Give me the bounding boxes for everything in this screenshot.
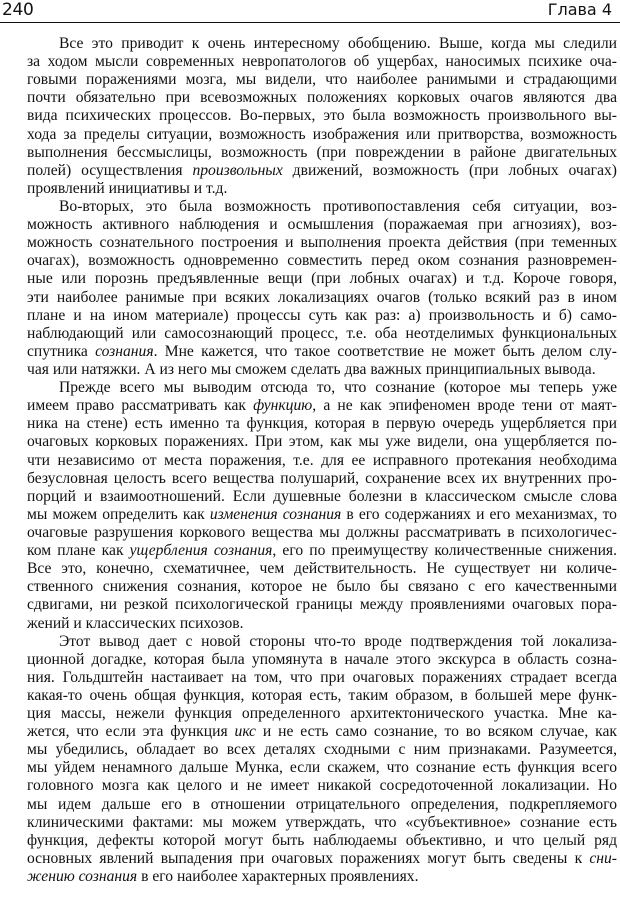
text-line: говыми поражениями мозга, мы видели, что наиболее ранимыми и страдающими	[27, 71, 617, 89]
text-line: клиническими фактами: мы можем утверждать, что «субъективное» сознание есть	[27, 813, 617, 831]
emphasis: функцию	[253, 397, 313, 415]
text-line: наблюдающий или самосознающий процесс, т.е. оба неотделимых функциональных	[27, 324, 617, 342]
emphasis: икс	[234, 723, 256, 741]
text-line: ника на стене) есть именно та функция, которая в первую очередь ущербляется при	[27, 415, 617, 433]
text-line: хода за пределы ситуации, возможность изображения или притворства, возможность	[27, 125, 617, 143]
text-line: ные или порознь предъявленные вещи (при лобных очагах) и т.д. Короче говоря,	[27, 270, 617, 288]
emphasis: изменения сознания	[209, 505, 342, 523]
text-line: спутника сознания. Мне кажется, что такое соответствие не может быть делом слу-	[27, 342, 618, 360]
text-line: головного мозга как целого и не имеет никакой сосредоточенной локализации. Но	[27, 777, 617, 795]
text-line: чти независимо от места поражения, т.е. для ее исправного протекания необходима	[27, 451, 617, 469]
text-line: эти наиболее ранимые при всяких локализациях очагов (только всякий раз в ином	[27, 288, 617, 306]
text-line: основных явлений выпадения при очаговых поражениях могут быть сведены к сни-	[27, 849, 617, 867]
running-header	[0, 0, 620, 22]
text-line: Прежде всего мы выводим отсюда то, что сознание (которое мы теперь уже	[59, 379, 617, 397]
text-line: жению сознания в его наиболее характерных проявлениях.	[27, 868, 419, 886]
text-line: ственного снижения сознания, которое не было бы связано с его качественными	[27, 578, 617, 596]
text-line: ком плане как ущербления сознания, его по преимуществу количественные снижения.	[27, 542, 617, 560]
text-line: очагах), возможность одновременно совместить перед оком сознания разновремен-	[27, 252, 617, 270]
text-line: проявлений инициативы и т.д.	[27, 179, 228, 197]
text-line: мы убедились, обладает во всех деталях сходными с ним признаками. Разумеется,	[27, 741, 617, 759]
text-line: жется, что если эта функция икс и не есть само сознание, то во всяком случае, как	[27, 723, 617, 741]
emphasis: сни-	[589, 849, 617, 867]
emphasis: ущербления сознания	[129, 542, 273, 560]
text-line: вида психических процессов. Во-первых, это была возможность произвольного вы-	[27, 107, 617, 125]
text-line: Во-вторых, это была возможность противопоставления себя ситуации, воз-	[59, 197, 617, 215]
text-line: почти обязательно при всевозможных положениях корковых очагов являются два	[27, 89, 617, 107]
text-line: жений и классических психозов.	[27, 614, 244, 632]
text-line: ния. Гольдштейн настаивает на том, что при очаговых поражениях страдает всегда	[27, 668, 617, 686]
text-line: мы можем определить как изменения сознания в его содержаниях и его механизмах, то	[27, 505, 617, 523]
body-text	[27, 35, 617, 886]
text-line: очаговых корковых поражениях. При этом, как мы уже видели, она ущербляется по-	[27, 433, 617, 451]
text-line: можность активного наблюдения и осмышления (поражаемая при агнозиях), воз-	[27, 216, 617, 234]
text-line: Этот вывод дает с новой стороны что-то вроде подтверждения той локализа-	[59, 632, 617, 650]
emphasis: жению сознания	[27, 868, 138, 886]
text-line: сдвигами, ни резкой психологической границы между проявлениями очаговых пора-	[27, 596, 617, 614]
text-line: полей) осуществления произвольных движений, возможность (при лобных очагах)	[27, 161, 617, 179]
text-line: ция массы, нежели функция определенного архитектонического участка. Мне ка-	[27, 705, 617, 723]
text-line: чая или натяжки. А из него мы сможем сделать два важных принципиальных вывода.	[27, 360, 596, 378]
header-rule	[0, 22, 620, 23]
text-line: за ходом мысли современных невропатологов об ущербах, наносимых психике оча-	[27, 53, 617, 71]
text-line: очаговые разрушения коркового вещества мы должны рассматривать в психологичес-	[27, 523, 617, 541]
text-line: мы уйдем ненамного дальше Мунка, если скажем, что сознание есть функция всего	[27, 759, 617, 777]
chapter-title: Глава 4	[547, 0, 612, 19]
text-line: выполнения бессмыслицы, возможность (при повреждении в районе двигательных	[27, 143, 617, 161]
text-line: Все это, конечно, схематичнее, чем действительность. Не существует ни количе-	[27, 560, 617, 578]
text-line: плане и на ином материале) процессы суть как раз: а) произвольность и б) само-	[27, 306, 617, 324]
text-line: Все это приводит к очень интересному обобщению. Выше, когда мы следили	[59, 35, 617, 52]
emphasis: произвольных	[192, 161, 283, 179]
text-line: мы идем дальше его в отношении отрицательного определения, подкрепляемого	[27, 795, 617, 813]
text-line: безусловная целость всего вещества полушарий, сохранение всех их внутренних про-	[27, 469, 617, 487]
page-number: 240	[2, 0, 34, 20]
text-line: какая-то очень общая функция, которая есть, таким образом, в большей мере функ-	[27, 686, 617, 704]
emphasis: сознания	[95, 342, 154, 360]
text-line: порций и взаимоотношений. Если душевные болезни в классическом смысле слова	[27, 487, 617, 505]
text-line: можность сознательного построения и выполнения проекта действия (при теменных	[27, 234, 617, 252]
text-line: имеем право рассматривать как функцию, а не как эпифеномен вроде тени от маят-	[27, 397, 617, 415]
text-line: функция, дефекты которой могут быть наблюдаемы объективно, и что целый ряд	[27, 831, 617, 849]
text-line: ционной догадке, которая была упомянута в начале этого экскурса в область созна-	[27, 650, 617, 668]
